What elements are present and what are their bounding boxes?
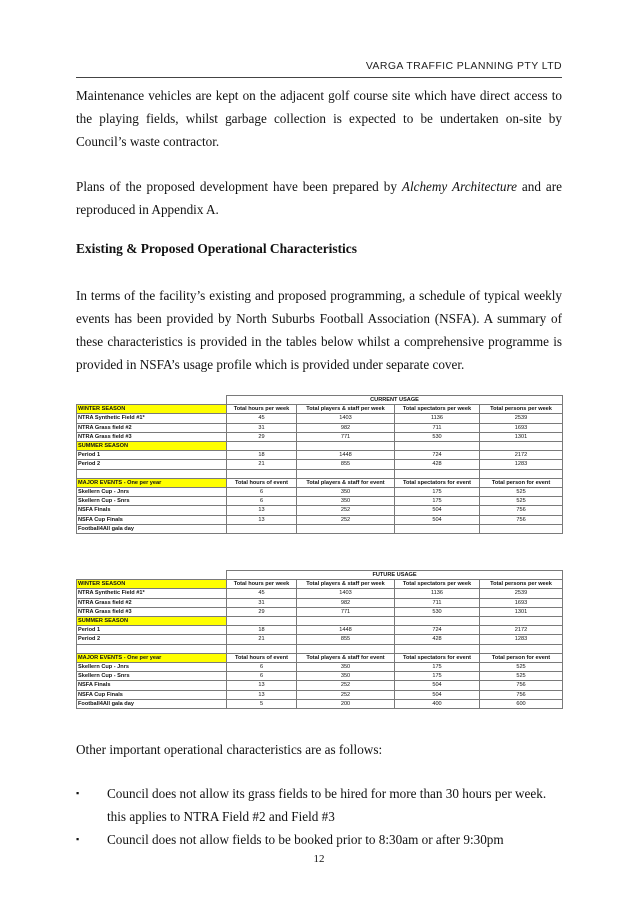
table-cell: 29 (227, 432, 297, 441)
empty-cell (77, 469, 227, 478)
table-cell: 1136 (395, 589, 480, 598)
row-label: NSFA Cup Finals (77, 690, 227, 699)
table-cell: 350 (297, 663, 395, 672)
row-label: NTRA Synthetic Field #1* (77, 589, 227, 598)
table-header-row (77, 580, 563, 589)
table-cell: 756 (480, 690, 563, 699)
empty-cell (297, 469, 395, 478)
table-cell (395, 524, 480, 533)
table-row (77, 524, 563, 533)
table-cell: 525 (480, 497, 563, 506)
major-events-label: MAJOR EVENTS - One per year (77, 653, 227, 662)
summer-season-label: SUMMER SEASON (77, 617, 227, 626)
table-cell: 252 (297, 506, 395, 515)
row-label: NTRA Grass field #2 (77, 598, 227, 607)
table-cell: 350 (297, 672, 395, 681)
future-usage-table (76, 570, 563, 709)
empty-cell (395, 469, 480, 478)
column-header: Total hours of event (227, 653, 297, 662)
table-cell: 18 (227, 626, 297, 635)
table-row (77, 460, 563, 469)
table-cell: 504 (395, 515, 480, 524)
current-usage-table (76, 395, 563, 534)
table-cell: 724 (395, 451, 480, 460)
table-cell: 400 (395, 699, 480, 708)
table-cell (297, 524, 395, 533)
table-cell: 6 (227, 488, 297, 497)
table-row (77, 681, 563, 690)
column-header: Total person for event (480, 653, 563, 662)
row-label: Period 1 (77, 626, 227, 635)
row-label: NTRA Synthetic Field #1* (77, 414, 227, 423)
table-row (77, 626, 563, 635)
table-cell: 1693 (480, 598, 563, 607)
table-row (77, 589, 563, 598)
empty-cell (480, 469, 563, 478)
table-row (77, 488, 563, 497)
table-cell: 2539 (480, 414, 563, 423)
table-cell: 525 (480, 488, 563, 497)
column-header: Total players & staff for event (297, 478, 395, 487)
table-cell: 1693 (480, 423, 563, 432)
table-row (77, 423, 563, 432)
row-label: Period 1 (77, 451, 227, 460)
empty-cell (395, 442, 480, 451)
table-cell: 45 (227, 589, 297, 598)
table-cell: 756 (480, 515, 563, 524)
table-row (77, 672, 563, 681)
column-header: Total spectators for event (395, 653, 480, 662)
empty-cell (480, 644, 563, 653)
empty-cell (227, 442, 297, 451)
winter-season-label: WINTER SEASON (77, 405, 227, 414)
table-cell (227, 524, 297, 533)
table-row (77, 690, 563, 699)
table-cell: 13 (227, 515, 297, 524)
list-item (76, 782, 562, 828)
table-cell: 31 (227, 598, 297, 607)
table-row (77, 699, 563, 708)
table-cell: 525 (480, 672, 563, 681)
table-cell: 1301 (480, 607, 563, 616)
table-cell: 600 (480, 699, 563, 708)
architect-name: Alchemy Architecture (401, 179, 517, 194)
table-cell: 252 (297, 690, 395, 699)
table-cell: 13 (227, 681, 297, 690)
table-cell: 2172 (480, 626, 563, 635)
empty-cell (227, 617, 297, 626)
table-cell: 525 (480, 663, 563, 672)
table-cell (480, 524, 563, 533)
column-header: Total persons per week (480, 580, 563, 589)
table-row (77, 598, 563, 607)
table-cell: 350 (297, 497, 395, 506)
row-label: NTRA Grass field #3 (77, 432, 227, 441)
table-cell: 504 (395, 690, 480, 699)
table-cell: 2539 (480, 589, 563, 598)
table-title-row (77, 571, 563, 580)
table-cell: 771 (297, 432, 395, 441)
table-cell: 756 (480, 681, 563, 690)
column-header: Total players & staff per week (297, 405, 395, 414)
table-cell: 771 (297, 607, 395, 616)
table-cell: 21 (227, 635, 297, 644)
list-item (76, 828, 562, 851)
column-header: Total spectators per week (395, 580, 480, 589)
table-row (77, 635, 563, 644)
table-cell: 711 (395, 423, 480, 432)
table-row (77, 663, 563, 672)
table-cell: 530 (395, 607, 480, 616)
table-cell: 855 (297, 635, 395, 644)
row-label: Skellern Cup - Snrs (77, 672, 227, 681)
running-header: VARGA TRAFFIC PLANNING PTY LTD (365, 60, 562, 72)
table-cell: 504 (395, 681, 480, 690)
paragraph-other: Other important operational characteristics are as follows: (76, 742, 383, 757)
table-cell: 6 (227, 497, 297, 506)
table-row (77, 607, 563, 616)
column-header: Total spectators per week (395, 405, 480, 414)
table-cell: 29 (227, 607, 297, 616)
table-cell: 504 (395, 506, 480, 515)
table-title: CURRENT USAGE (227, 396, 563, 405)
column-header: Total person for event (480, 478, 563, 487)
table-row (77, 414, 563, 423)
table-cell: 724 (395, 626, 480, 635)
table-cell: 1301 (480, 432, 563, 441)
empty-cell (297, 644, 395, 653)
table-cell: 1403 (297, 414, 395, 423)
table-header-row (77, 478, 563, 487)
row-label: NTRA Grass field #2 (77, 423, 227, 432)
table-cell: 252 (297, 681, 395, 690)
table-cell: 1283 (480, 635, 563, 644)
empty-cell (480, 442, 563, 451)
table-cell: 982 (297, 423, 395, 432)
empty-cell (395, 617, 480, 626)
table-cell: 855 (297, 460, 395, 469)
row-label: Skellern Cup - Jnrs (77, 488, 227, 497)
table-cell: 18 (227, 451, 297, 460)
major-events-label: MAJOR EVENTS - One per year (77, 478, 227, 487)
empty-cell (77, 644, 227, 653)
table-cell: 1448 (297, 626, 395, 635)
table-cell: 530 (395, 432, 480, 441)
table-row (77, 451, 563, 460)
column-header: Total persons per week (480, 405, 563, 414)
table-cell: 175 (395, 488, 480, 497)
paragraph-programming: In terms of the facility’s existing and proposed programming, a schedule of typical weekly events has been provided by North Suburbs Football Association (NSFA). A summary of these characteristics is provided in the tables below whilst a comprehensive programme is provided in NSFA’s usage profile which is provided under separate cover. (76, 288, 562, 372)
section-heading: Existing & Proposed Operational Characteristics (76, 241, 357, 256)
empty-cell (227, 644, 297, 653)
empty-cell (480, 617, 563, 626)
table-cell: 428 (395, 635, 480, 644)
page-number: 12 (313, 853, 325, 865)
table-cell: 21 (227, 460, 297, 469)
table-header-row (77, 405, 563, 414)
table-cell: 200 (297, 699, 395, 708)
table-cell: 1283 (480, 460, 563, 469)
table-cell: 350 (297, 488, 395, 497)
bullet-marker: ▪ (76, 788, 80, 798)
paragraph-plans (76, 175, 562, 221)
table-cell: 1448 (297, 451, 395, 460)
table-cell: 1403 (297, 589, 395, 598)
list-item-text: Council does not allow fields to be booked prior to 8:30am or after 9:30pm (107, 832, 504, 847)
table-row (77, 432, 563, 441)
table-row (77, 515, 563, 524)
column-header: Total players & staff for event (297, 653, 395, 662)
table-section-row (77, 617, 563, 626)
summer-season-label: SUMMER SEASON (77, 442, 227, 451)
bullet-marker: ▪ (76, 834, 80, 844)
table-cell: 175 (395, 663, 480, 672)
characteristics-list (76, 782, 562, 851)
column-header: Total players & staff per week (297, 580, 395, 589)
table-row (77, 506, 563, 515)
empty-cell (227, 469, 297, 478)
row-label: Football4All gala day (77, 699, 227, 708)
empty-cell (297, 442, 395, 451)
row-label: NSFA Finals (77, 506, 227, 515)
plans-text-before: Plans of the proposed development have been prepared by (76, 179, 402, 194)
table-title-row (77, 396, 563, 405)
row-label: Period 2 (77, 635, 227, 644)
table-cell: 45 (227, 414, 297, 423)
empty-cell (77, 571, 227, 580)
table-cell: 982 (297, 598, 395, 607)
table-cell: 252 (297, 515, 395, 524)
row-label: Period 2 (77, 460, 227, 469)
table-cell: 711 (395, 598, 480, 607)
table-cell: 31 (227, 423, 297, 432)
winter-season-label: WINTER SEASON (77, 580, 227, 589)
table-cell: 1136 (395, 414, 480, 423)
column-header: Total spectators for event (395, 478, 480, 487)
row-label: NSFA Cup Finals (77, 515, 227, 524)
paragraph-maintenance: Maintenance vehicles are kept on the adjacent golf course site which have direct access to the playing fields, whilst garbage collection is expected to be undertaken on-site by Council’s waste contractor. (76, 88, 562, 149)
row-label: Football4All gala day (77, 524, 227, 533)
table-title: FUTURE USAGE (227, 571, 563, 580)
row-label: NTRA Grass field #3 (77, 607, 227, 616)
table-cell: 428 (395, 460, 480, 469)
column-header: Total hours per week (227, 580, 297, 589)
row-label: Skellern Cup - Jnrs (77, 663, 227, 672)
header-rule (76, 77, 562, 78)
table-spacer-row (77, 469, 563, 478)
row-label: NSFA Finals (77, 681, 227, 690)
column-header: Total hours per week (227, 405, 297, 414)
empty-cell (297, 617, 395, 626)
table-header-row (77, 653, 563, 662)
table-cell: 175 (395, 497, 480, 506)
table-cell: 5 (227, 699, 297, 708)
table-spacer-row (77, 644, 563, 653)
plans-text-after: and are reproduced in Appendix A. (76, 179, 563, 217)
table-cell: 175 (395, 672, 480, 681)
table-row (77, 497, 563, 506)
table-section-row (77, 442, 563, 451)
table-cell: 6 (227, 663, 297, 672)
empty-cell (77, 396, 227, 405)
row-label: Skellern Cup - Snrs (77, 497, 227, 506)
list-item-text: Council does not allow its grass fields to be hired for more than 30 hours per week. this applies to NTRA Field #2 and Field #3 (107, 786, 547, 824)
table-cell: 2172 (480, 451, 563, 460)
table-cell: 756 (480, 506, 563, 515)
table-cell: 13 (227, 506, 297, 515)
column-header: Total hours of event (227, 478, 297, 487)
empty-cell (395, 644, 480, 653)
table-cell: 13 (227, 690, 297, 699)
table-cell: 6 (227, 672, 297, 681)
